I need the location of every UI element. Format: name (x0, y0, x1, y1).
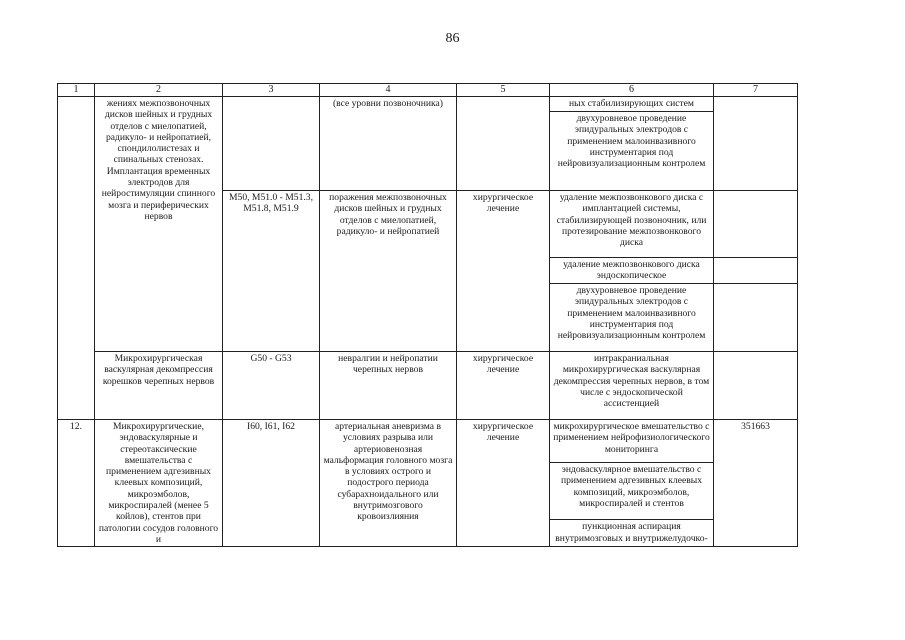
cell-empty (58, 97, 95, 420)
cell-treatment: хирургическое лечение (457, 420, 550, 547)
header-col-4: 4 (320, 84, 457, 97)
cell-procedure: пункционная аспирация внутримозговых и внутрижелудочко- (550, 520, 714, 547)
cell-number: 12. (58, 420, 95, 547)
header-col-1: 1 (58, 84, 95, 97)
header-col-3: 3 (223, 84, 320, 97)
cell-empty (714, 258, 798, 284)
cell-procedure: микрохирургическое вмешательство с применением нейрофизиологического мониторинга (550, 420, 714, 463)
cell-treatment: хирургическое лечение (457, 352, 550, 420)
cell-procedure: интракраниальная микрохирургическая васкулярная декомпрессия черепных нервов, в том числе с эндоскопической ассистенцией (550, 352, 714, 420)
cell-codes: I60, I61, I62 (223, 420, 320, 547)
cell-empty (714, 191, 798, 258)
cell-diagnosis: невралгии и нейропатии черепных нервов (320, 352, 457, 420)
cell-procedure: двухуровневое проведение эпидуральных электродов с применением малоинвазивного инструментария под нейровизуализационным контролем (550, 112, 714, 191)
procedures-table (57, 83, 798, 547)
cell-diagnosis: поражения межпозвоночных дисков шейных и грудных отделов с миелопатией, радикуло- и нейропатией (320, 191, 457, 352)
table-row (58, 420, 798, 463)
cell-method: жениях межпозвоночных дисков шейных и грудных отделов с миелопатией, радикуло- и нейропатией, спондилолистезах и спинальных стенозах. Имплантация временных электродов для нейростимуляции спинного мозга и периферических нервов (95, 97, 223, 352)
cell-procedure: удаление межпозвонкового диска с имплантацией системы, стабилизирующей позвоночник, или протезирование межпозвонкового диска (550, 191, 714, 258)
table-row (58, 352, 798, 420)
header-col-6: 6 (550, 84, 714, 97)
cell-codes: G50 - G53 (223, 352, 320, 420)
cell-empty (714, 97, 798, 191)
cell-treatment: хирургическое лечение (457, 191, 550, 352)
cell-diagnosis: артериальная аневризма в условиях разрыва или артериовенозная мальформация головного мозга в условиях острого и подострого периода субарахноидального или внутримозгового кровоизлияния (320, 420, 457, 547)
table-row (58, 97, 798, 112)
cell-empty (714, 352, 798, 420)
cell-procedure: ных стабилизирующих систем (550, 97, 714, 112)
cell-method: Микрохирургическая васкулярная декомпрессия корешков черепных нервов (95, 352, 223, 420)
cell-empty (457, 97, 550, 191)
cell-procedure: эндоваскулярное вмешательство с применением адгезивных клеевых композиций, микроэмболов, микроспиралей и стентов (550, 462, 714, 520)
cell-procedure: двухуровневое проведение эпидуральных электродов с применением малоинвазивного инструментария под нейровизуализационным контролем (550, 284, 714, 352)
cell-procedure: удаление межпозвонкового диска эндоскопическое (550, 258, 714, 284)
header-col-5: 5 (457, 84, 550, 97)
cell-codes: M50, M51.0 - M51.3, M51.8, M51.9 (223, 191, 320, 352)
cell-method: Микрохирургические, эндоваскулярные и стереотаксические вмешательства с применением адгезивных клеевых композиций, микроэмболов, микроспиралей (менее 5 койлов), стентов при патологии сосудов головного и (95, 420, 223, 547)
header-col-2: 2 (95, 84, 223, 97)
cell-cost: 351663 (714, 420, 798, 547)
cell-empty (223, 97, 320, 191)
cell-diagnosis: (все уровни позвоночника) (320, 97, 457, 191)
table-header-row (58, 84, 798, 97)
header-col-7: 7 (714, 84, 798, 97)
cell-empty (714, 284, 798, 352)
page-number: 86 (445, 31, 460, 46)
